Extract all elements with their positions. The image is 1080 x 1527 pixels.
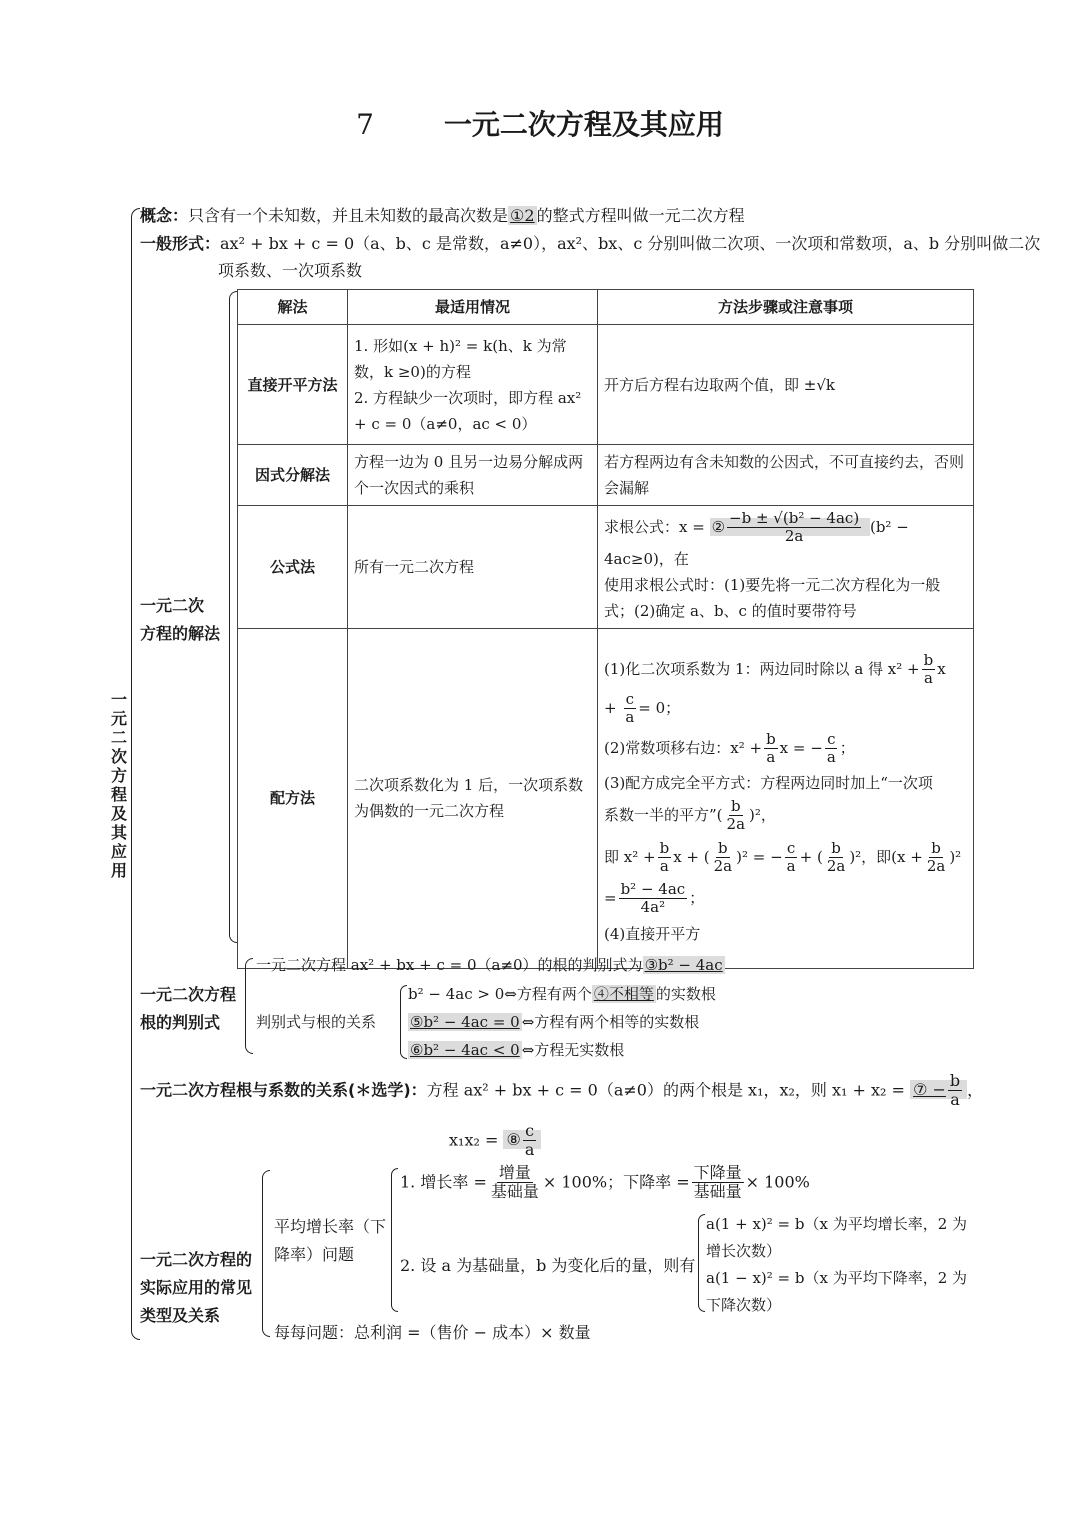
growth-item1 [400,1164,810,1202]
table-row [238,445,974,506]
frac-num: b [923,650,934,669]
blank-5: ⑤b² − 4ac = 0 [410,1013,520,1031]
growth-bracket [391,1168,398,1312]
case2-suffix: ⇔方程有两个相等的实数根 [521,1013,700,1031]
frac-den: 2a [826,856,846,875]
frac-c-a [785,840,798,876]
step2-end: ； [839,738,855,757]
growth-label-line2: 降率）问题 [274,1245,355,1264]
case-direct-2: 2. 方程缺少一次项时，即方程 ax² + c = 0（a≠0，ac < 0） [354,388,582,433]
solutions-label-line1: 一元二次 [140,596,205,615]
note-factor: 若方程两边有含未知数的公因式，不可直接约去，否则会漏解 [598,445,974,506]
frac-b-a [948,1072,962,1110]
concept-text-before: 只含有一个未知数，并且未知数的最高次数是 [188,206,509,225]
growth-label [274,1213,386,1269]
applications-label [140,1246,252,1330]
header-note: 方法步骤或注意事项 [598,290,974,325]
vieta-product [449,1122,541,1160]
chapter-number: 7 [356,108,374,141]
table-row [238,628,974,968]
discriminant-line1 [256,952,725,978]
frac-num: c [827,729,836,748]
frac-den: a [659,856,669,875]
discriminant-label [140,981,236,1037]
frac-den: 2a [726,815,746,834]
frac-num: b² − 4ac [620,880,686,898]
frac-den: 2a [713,856,733,875]
blank-1: ①2 [510,206,535,225]
frac-num: b [718,838,728,857]
step1-end: = 0； [638,698,681,717]
frac-c-a [825,731,838,767]
frac-num: b [766,729,776,748]
frac-growth [489,1164,541,1202]
frac-b-2a [725,798,748,834]
step2-text: (2)常数项移右边：x² + [604,738,763,757]
step1-cont: + $\frac{c}{a}$ = 0； [604,690,681,727]
applications-bracket [262,1170,270,1337]
eq-mid4: )²，即(x + [849,847,923,866]
frac-num: c [786,838,796,857]
item1-mid: × 100%；下降率 = [542,1172,690,1192]
applications-label-line3: 类型及关系 [140,1306,221,1325]
frac-b-a [764,731,778,767]
frac-num: b [949,1071,961,1090]
relation-case2 [408,1009,699,1035]
frac-den: 基础量 [490,1182,539,1202]
root-formula-fraction [727,510,861,546]
frac-num: 增量 [498,1163,531,1182]
blank-2-marker: ② [711,517,726,536]
formula-line [604,510,967,572]
blank-2 [710,509,870,546]
solutions-label [140,592,220,648]
frac-den: 4a² [640,898,666,917]
chapter-title: 一元二次方程及其应用 [443,108,724,141]
page-title [0,103,1080,143]
step3-cont-text: 系数一半的平方”( [604,805,723,824]
case1-suffix: 的实数根 [655,985,716,1003]
step3-eq [604,840,967,876]
table-row [238,325,974,445]
note-direct: 开方后方程右边取两个值，即 ±√k [598,325,974,445]
item1-end: × 100% [745,1172,810,1192]
formula-down-line1: a(1 − x)² = b（x 为平均下降率，2 为 [706,1269,968,1287]
applications-label-line1: 一元二次方程的 [140,1250,253,1269]
relation-bracket [400,985,407,1059]
methods-table [237,289,974,969]
frac-num: b [659,838,670,857]
solutions-label-line2: 方程的解法 [140,624,221,643]
frac-b-a [922,652,936,688]
general-form-line2: 项系数、一次项系数 [218,261,363,280]
frac-den: 2a [926,856,946,875]
discriminant-text: 一元二次方程 ax² + bx + c = 0（a≠0）的根的判别式为 [256,956,643,974]
general-form-line [140,231,1040,257]
formula-bracket [698,1214,705,1312]
frac-num: b [831,838,841,857]
frac-result [619,881,688,917]
table-header-row [238,290,974,325]
root-formula-den: 2a [784,527,804,546]
blank-8-marker: ⑧ [506,1130,521,1150]
frac-num: b [730,797,741,815]
method-direct: 直接开平方法 [238,325,348,445]
concept-line [140,203,745,229]
item1-prefix: 1. 增长率 = [400,1172,487,1192]
blank-4: ④不相等 [593,985,654,1003]
frac-b-2a [825,840,848,876]
vieta-text: 方程 ax² + bx + c = 0（a≠0）的两个根是 x₁，x₂，则 x₁ + x₂ = [426,1080,905,1100]
frac-c-a [623,691,636,727]
relation-label: 判别式与根的关系 [256,1013,377,1031]
frac-den: 基础量 [693,1182,742,1202]
formula-growth [706,1211,967,1319]
eq-mid1: x + ( [673,847,710,866]
frac-den: a [786,856,796,875]
method-factor: 因式分解法 [238,445,348,506]
frac-num: b [931,838,941,857]
applications-label-line2: 实际应用的常见 [140,1278,253,1297]
frac-b-2a [712,840,735,876]
frac-den: a [625,708,635,727]
header-method: 解法 [238,290,348,325]
root-formula-num: −b ± √(b² − 4ac) [729,509,860,527]
blank-8 [503,1121,541,1160]
frac-den: a [766,747,776,766]
formula-note-rest: 使用求根公式时：(1)要先将一元二次方程化为一般式；(2)确定 a、b、c 的值时要带符号 [604,575,941,620]
step1-text: (1)化二次项系数为 1：两边同时除以 a 得 x² + [604,659,920,678]
frac-num: c [525,1121,535,1140]
case3-suffix: ⇔方程无实数根 [521,1041,625,1059]
general-form-text: ax² + bx + c = 0（a、b、c 是常数，a≠0），ax²、bx、c 分别叫做二次项、一次项和常数项，a、b 分别叫做二次 [220,234,1041,253]
step2 [604,731,967,767]
eq-mid2: )² = − [736,847,783,866]
frac-b-2a [925,840,948,876]
frac-decline [692,1164,744,1202]
frac-num: 下降量 [693,1163,742,1182]
blank-7 [910,1071,967,1110]
vieta-line [140,1072,983,1110]
main-topic-label: 一元二次方程及其应用 [110,690,127,880]
step4: (4)直接开平方 [604,924,701,943]
case-direct-1: 1. 形如(x + h)² = k(h、k 为常数，k ≥0)的方程 [354,336,567,381]
profit-line: 每每问题：总利润 =（售价 − 成本）× 数量 [274,1323,591,1342]
step3-cont-end: )²， [749,805,776,824]
step3-cont [604,798,967,834]
case-factor: 方程一边为 0 且另一边易分解成两个一次因式的乘积 [348,445,598,506]
case-complete-square: 二次项系数化为 1 后，一次项系数为偶数的一元二次方程 [348,628,598,968]
formula-up-line2: 增长次数） [706,1242,782,1260]
frac-den: a [524,1140,535,1160]
case1-text: b² − 4ac > 0⇔方程有两个 [408,985,592,1003]
blank-3: ③b² − 4ac [644,956,723,974]
relation-case1 [408,981,716,1007]
growth-item2: 2. 设 a 为基础量，b 为变化后的量，则有 [400,1256,696,1275]
frac-den: a [923,668,933,687]
vieta-label: 一元二次方程根与系数的关系(＊选学)： [140,1080,427,1100]
solutions-bracket [229,291,237,943]
formula-prefix: 求根公式：x = [604,517,705,536]
frac-den: a [950,1090,960,1110]
discriminant-label-line2: 根的判别式 [140,1013,221,1032]
product-prefix: x₁x₂ = [449,1130,499,1150]
method-formula: 公式法 [238,506,348,629]
general-form-label: 一般形式： [140,234,221,253]
method-complete-square: 配方法 [238,628,348,968]
step3-result [604,881,967,917]
formula-down-line2: 下降次数） [706,1296,782,1314]
step1: (1)化二次项系数为 1：两边同时除以 a 得 x² + $\frac{b}{a}$ x [604,650,946,687]
case-direct [348,325,598,445]
header-case: 最适用情况 [348,290,598,325]
result-prefix: = [604,888,617,907]
table-row [238,506,974,629]
relation-case3 [408,1037,624,1063]
formula-up-line1: a(1 + x)² = b（x 为平均增长率，2 为 [706,1215,968,1233]
vieta-comma: ， [967,1080,984,1100]
case-formula: 所有一元二次方程 [348,506,598,629]
eq-mid3: + ( [799,847,823,866]
concept-text-after: 的整式方程叫做一元二次方程 [536,206,745,225]
discriminant-label-line1: 一元二次方程 [140,985,237,1004]
frac-num: c [625,690,635,708]
frac-c-a [523,1122,537,1160]
blank-6: ⑥b² − 4ac < 0 [410,1041,520,1059]
main-bracket [131,208,140,1340]
eq-end: )² [949,847,962,866]
formula-condition: (b² − 4ac≥0)，在 [604,517,909,568]
step3: (3)配方成完全平方式：方程两边同时加上“一次项 [604,774,933,792]
growth-label-line1: 平均增长率（下 [274,1217,387,1236]
note-formula [598,506,974,629]
step2-mid: x = − [779,738,823,757]
frac-den: a [826,747,836,766]
eq-prefix: 即 x² + [604,847,656,866]
blank-7-marker: ⑦ − [913,1080,946,1100]
note-complete-square [598,628,974,968]
discriminant-bracket [245,958,253,1054]
frac-b-a [658,840,672,876]
concept-label: 概念： [140,206,189,225]
result-end: ； [689,888,705,907]
